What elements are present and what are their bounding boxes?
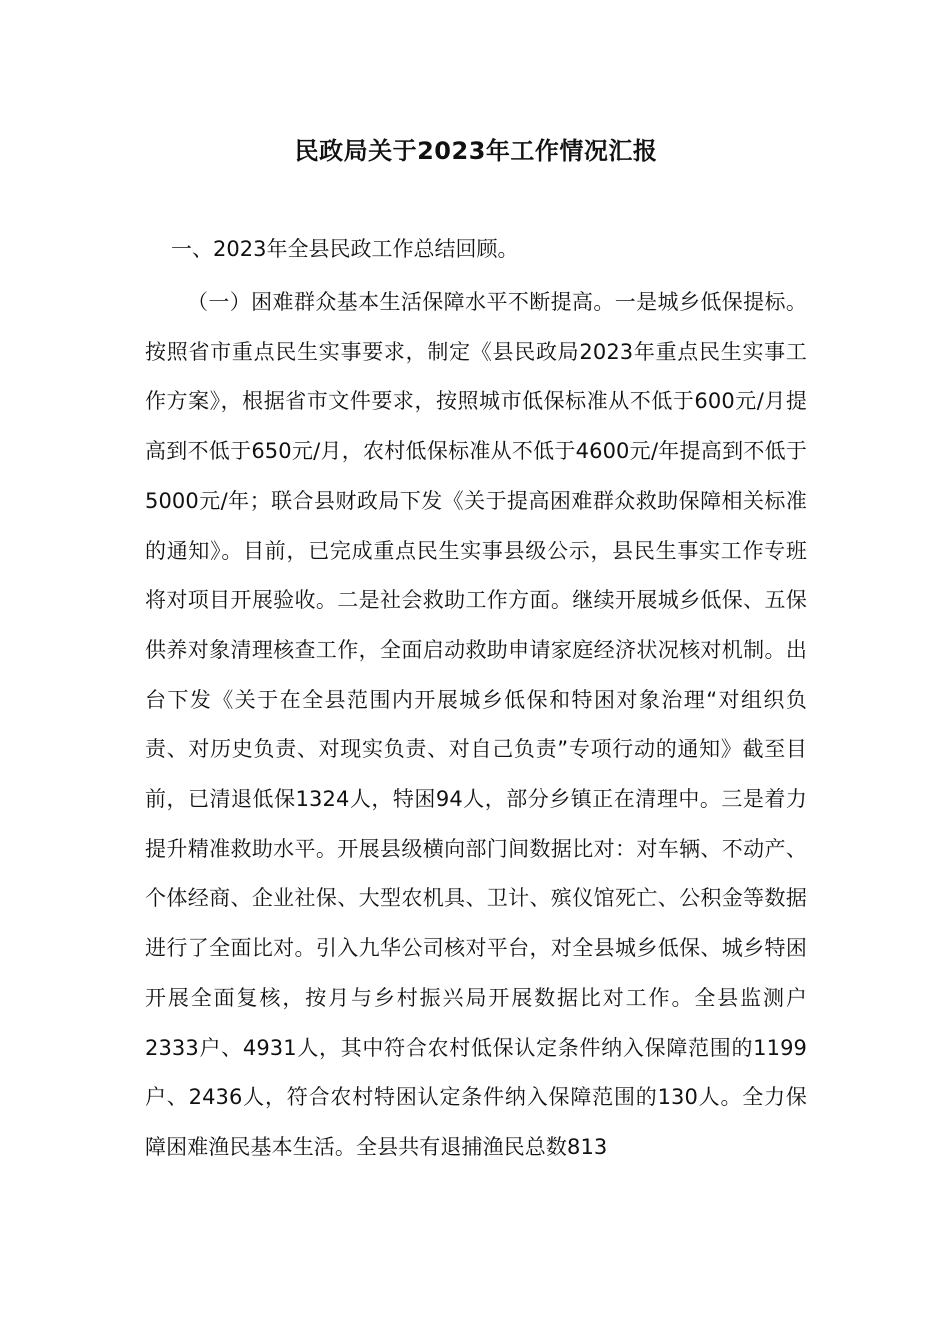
document-title: 民政局关于2023年工作情况汇报 — [294, 137, 658, 165]
section-heading: 一、2023年全县民政工作总结回顾。 — [171, 237, 519, 261]
body-paragraph: （一）困难群众基本生活保障水平不断提高。一是城乡低保提标。按照省市重点民生实事要求，制定《县民政局2023年重点民生实事工作方案》，根据省市文件要求，按照城市低保标准从不低于600元/月提高到不低于650元/月，农村低保标准从不低于4600元/年提高到不低于5000元/年；联合县财政局下发《关于提高困难群众救助保障相关标准的通知》。目前，已完成重点民生实事县级公示，县民生事实工作专班将对项目开展验收。二是社会救助工作方面。继续开展城乡低保、五保供养对象清理核查工作，全面启动救助申请家庭经济状况核对机制。出台下发《关于在全县范围内开展城乡低保和特困对象治理“对组织负责、对历史负责、对现实负责、对自己负责”专项行动的通知》截至目前，已清退低保1324人，特困94人，部分乡镇正在清理中。三是着力提升精准救助水平。开展县级横向部门间数据比对：对车辆、不动产、个体经商、企业社保、大型农机具、卫计、殡仪馆死亡、公积金等数据进行了全面比对。引入九华公司核对平台，对全县城乡低保、城乡特困开展全面复核，按月与乡村振兴局开展数据比对工作。全县监测户2333户、4931人，其中符合农村低保认定条件纳入保障范围的1199户、2436人，符合农村特困认定条件纳入保障范围的130人。全力保障困难渔民基本生活。全县共有退捕渔民总数813 — [145, 290, 807, 1159]
